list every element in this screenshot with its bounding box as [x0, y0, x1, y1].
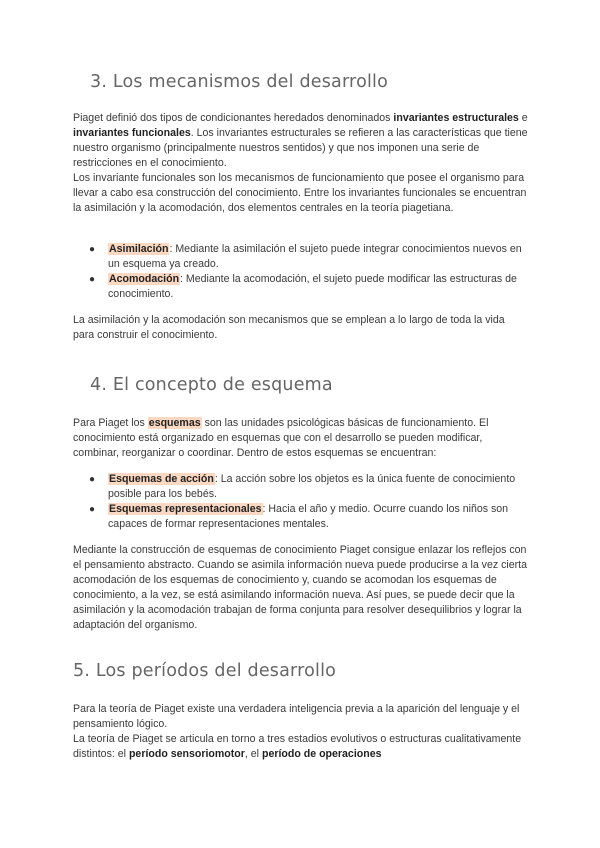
text-span: . Los invariantes estructurales se refieren a las características que tiene nuestro organismo (principalmente nuestros sentidos) y que nos imponen una serie de restricciones en el conocimiento. — [73, 127, 528, 169]
section-3-bullet-list — [73, 242, 528, 302]
text-span: Para Piaget los — [73, 417, 148, 429]
item-text: : Mediante la acomodación, el sujeto puede modificar las estructuras de conocimiento. — [108, 273, 517, 300]
section-3-closing — [73, 313, 528, 343]
bold-term: invariantes estructurales — [393, 112, 519, 124]
paragraph — [73, 416, 528, 461]
list-item — [73, 242, 528, 272]
highlighted-term: Esquemas representacionales — [109, 503, 262, 515]
item-text: : Hacia el año y medio. Ocurre cuando los niños son capaces de formar representaciones mentales. — [108, 503, 509, 530]
paragraph — [73, 732, 528, 762]
item-text: : Mediante la asimilación el sujeto puede integrar conocimientos nuevos en un esquema ya creado. — [108, 243, 522, 270]
section-3-body — [73, 111, 528, 216]
bold-term: período de operaciones — [261, 748, 382, 760]
bullet-icon: ● — [89, 504, 96, 515]
bold-term: período sensoriomotor — [128, 748, 245, 760]
paragraph: Mediante la construcción de esquemas de conocimiento Piaget consigue enlazar los reflejos con el pensamiento abstracto. Cuando se asimila información nueva puede producirse a la vez cierta acomodación de los esquemas de conocimiento y, cuando se acomodan los esquemas de conocimiento, a la vez, se está asimilando información nueva. Así pues, se puede decir que la asimilación y la acomodación trabajan de forma conjunta para resolver desequilibrios y lograr la adaptación del organismo. — [73, 544, 528, 631]
section-4-heading: 4. El concepto de esquema — [90, 375, 333, 395]
bullet-icon: ● — [89, 274, 96, 285]
highlighted-term: Esquemas de acción — [109, 473, 214, 485]
item-text: : La acción sobre los objetos es la única fuente de conocimiento posible para los bebés. — [108, 473, 516, 500]
text-span: Piaget definió dos tipos de condicionantes heredados denominados — [73, 112, 394, 124]
list-item — [73, 472, 528, 502]
list-item — [73, 272, 528, 302]
section-4-closing — [73, 543, 528, 633]
highlighted-term: Acomodación — [109, 273, 180, 285]
bold-term: invariantes funcionales — [73, 127, 191, 139]
text-span: La teoría de Piaget se articula en torno a tres estadios evolutivos o estructuras cualitativamente distintos: el — [73, 733, 522, 760]
highlighted-term: esquemas — [148, 417, 201, 429]
highlighted-term: Asimilación — [109, 243, 169, 255]
paragraph — [73, 111, 528, 171]
section-5-body — [73, 702, 528, 762]
section-4-body — [73, 416, 528, 461]
text-span: son las unidades psicológicas básicas de funcionamiento. El conocimiento está organizado en esquemas que con el desarrollo se pueden modificar, combinar, reorganizar o coordinar. Dentro de estos esquemas se encuentran: — [73, 417, 489, 459]
list-item — [73, 502, 528, 532]
bullet-icon: ● — [89, 244, 96, 255]
section-5-heading: 5. Los períodos del desarrollo — [73, 661, 337, 681]
text-span: e — [518, 112, 528, 124]
paragraph: Los invariante funcionales son los mecanismos de funcionamiento que posee el organismo para llevar a cabo esa construcción del conocimiento. Entre los invariantes funcionales se encuentran la asimilación y la acomodación, dos elementos centrales en la teoría piagetiana. — [73, 172, 527, 214]
section-4-bullet-list — [73, 472, 528, 532]
paragraph: La asimilación y la acomodación son mecanismos que se emplean a lo largo de toda la vida para construir el conocimiento. — [73, 314, 505, 341]
text-span: , el — [244, 748, 262, 760]
bullet-icon: ● — [89, 474, 96, 485]
section-3-heading: 3. Los mecanismos del desarrollo — [90, 72, 389, 92]
paragraph: Para la teoría de Piaget existe una verdadera inteligencia previa a la aparición del lenguaje y el pensamiento lógico. — [73, 703, 520, 730]
